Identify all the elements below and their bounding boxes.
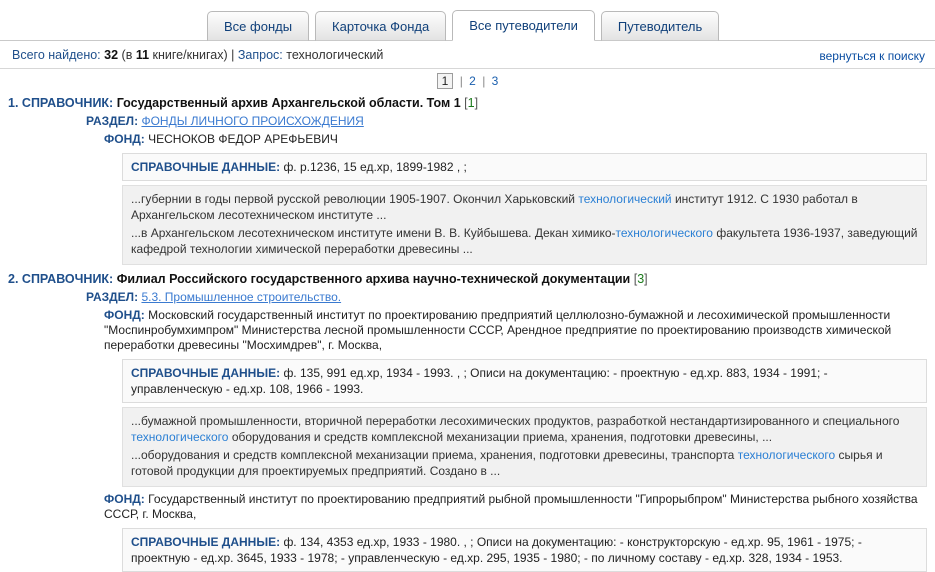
tab-all-funds[interactable]: Все фонды [207, 11, 309, 41]
back-to-search-link[interactable]: вернуться к поиску [819, 49, 925, 63]
result-body [86, 112, 927, 265]
tab-list [207, 10, 719, 41]
section-label: РАЗДЕЛ: [86, 290, 139, 304]
result-heading: 2. СПРАВОЧНИК: Филиал Российского государственного архива научно-технической документации [3] [8, 272, 648, 286]
books-count: 11 [135, 48, 150, 62]
pagination [0, 69, 935, 92]
result-kind-label: СПРАВОЧНИК: [21, 96, 114, 110]
fund-label: ФОНД: [104, 492, 145, 506]
reference-data-value: ф. р.1236, 15 ед.хр, 1899-1982 , ; [283, 160, 467, 174]
section-label: РАЗДЕЛ: [86, 114, 139, 128]
pagination-page-2[interactable]: 2 [469, 74, 476, 88]
results-summary [0, 41, 935, 69]
result-title[interactable]: Государственный архив Архангельской области. Том 1 [116, 96, 461, 110]
summary-divider: | [231, 48, 235, 62]
fund-value: ЧЕСНОКОВ ФЕДОР АРЕФЬЕВИЧ [148, 132, 338, 146]
section-link[interactable]: 5.3. Промышленное строительство. [141, 290, 342, 304]
highlighted-term: технологического [737, 448, 836, 462]
fund-row [104, 130, 927, 149]
query-value: технологический [286, 48, 384, 62]
snippet-text: ...губернии в годы первой русской революции 1905-1907. Окончил Харьковский технологический институт 1912. С 1930 работал в Архангельском лесотехническом институте ... [131, 192, 858, 222]
highlighted-term: технологического [131, 430, 229, 444]
pagination-separator: | [482, 74, 486, 88]
reference-data-label: СПРАВОЧНЫЕ ДАННЫЕ: [131, 535, 281, 549]
result-number: 2. [8, 272, 19, 286]
found-count: 32 [104, 48, 119, 62]
pagination-separator: | [459, 74, 463, 88]
snippet-box [122, 185, 927, 265]
result-item [8, 268, 927, 572]
reference-data-value: ф. 135, 991 ед.хр, 1934 - 1993. , ; Описи на документацию: - проектную - ед.хр. 883, 1934 - 1991; - управленческую - ед.хр. 108, 1966 - 1993. [131, 366, 828, 396]
fund-value: Московский государственный институт по проектированию предприятий целлюлозно-бумажной и лесохимической промышленности "Моспинробумхимпром" Министерства лесной промышленности СССР, Арендное предприятие по проектированию производств химической переработки древесины "Мосхимдрев", г. Москва, [104, 308, 892, 352]
result-kind-label: СПРАВОЧНИК: [21, 272, 114, 286]
highlighted-term: технологический [578, 192, 672, 206]
tab-fund-card[interactable]: Карточка Фонда [315, 11, 446, 41]
result-item [8, 92, 927, 265]
fund-label: ФОНД: [104, 132, 145, 146]
result-heading: 1. СПРАВОЧНИК: Государственный архив Архангельской области. Том 1 [1] [8, 96, 479, 110]
books-open-paren: (в [121, 48, 133, 62]
reference-data-label: СПРАВОЧНЫЕ ДАННЫЕ: [131, 160, 281, 174]
reference-data-value: ф. 134, 4353 ед.хр, 1933 - 1980. , ; Описи на документацию: - конструкторскую - ед.хр. 95, 1961 - 1975; - проектную - ед.хр. 3645, 1933 - 1978; - управленческую - ед.хр. 295, 1935 - 1980; - по личному составу - ед.хр. 328, 1934 - 1953. [131, 535, 862, 565]
pagination-page-3[interactable]: 3 [491, 74, 499, 88]
result-hit-count: 3 [637, 272, 645, 286]
tab-guide[interactable]: Путеводитель [601, 11, 719, 41]
fund-row [104, 306, 927, 355]
reference-data-label: СПРАВОЧНЫЕ ДАННЫЕ: [131, 366, 281, 380]
fund-value: Государственный институт по проектированию предприятий рыбной промышленности "Гипрорыбпром" Министерства рыбного хозяйства СССР, г. Москва, [104, 492, 918, 521]
tab-all-guides[interactable]: Все путеводители [452, 10, 595, 41]
snippet-text: ...в Архангельском лесотехническом институте имени В. В. Куйбышева. Декан химико-технологического факультета 1936-1937, заведующий кафедрой технологии химической переработки древесины ... [131, 226, 918, 256]
fund-row [104, 490, 927, 524]
reference-data-box [122, 528, 927, 572]
result-title[interactable]: Филиал Российского государственного архива научно-технической документации [116, 272, 631, 286]
books-word: книге/книгах) [152, 48, 228, 62]
section-row [86, 288, 927, 306]
highlighted-term: технологического [615, 226, 713, 240]
result-hit-count: 1 [467, 96, 475, 110]
tab-bar [0, 0, 935, 41]
query-label: Запрос: [237, 48, 283, 62]
result-body [86, 288, 927, 572]
found-label: Всего найдено: [12, 48, 101, 62]
snippet-text: ...оборудования и средств комплексной механизации приема, хранения, подготовки древесины, транспорта технологического сырья и готовой продукции для проектируемых предприятий. Создано в ... [131, 448, 883, 478]
snippet-box [122, 407, 927, 487]
pagination-page-1[interactable]: 1 [437, 73, 454, 89]
snippet-text: ...бумажной промышленности, вторичной переработки лесохимических продуктов, разработкой нестандартизированного и специального технологического оборудования и средств комплексной механизации приема, хранения, подготовки древесины, ... [131, 414, 900, 444]
results-list [0, 92, 935, 572]
reference-data-box [122, 359, 927, 403]
reference-data-box [122, 153, 927, 181]
fund-label: ФОНД: [104, 308, 145, 322]
result-number: 1. [8, 96, 19, 110]
section-row [86, 112, 927, 130]
section-link[interactable]: ФОНДЫ ЛИЧНОГО ПРОИСХОЖДЕНИЯ [141, 114, 364, 128]
